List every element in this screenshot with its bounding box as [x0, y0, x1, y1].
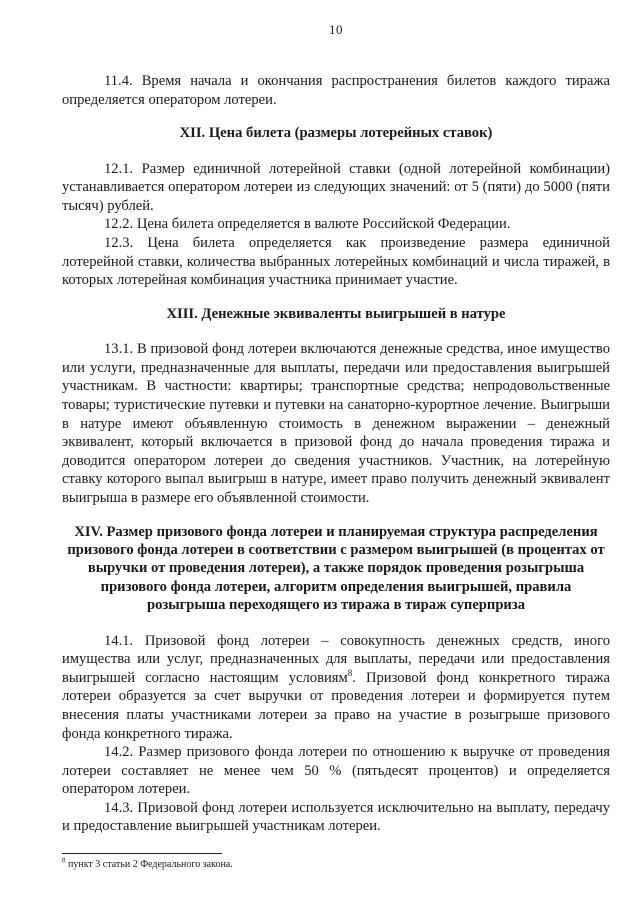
footnote-number: 8 — [62, 856, 66, 865]
footnote-text: пункт 3 статьи 2 Федерального закона. — [65, 859, 233, 871]
paragraph-12-3: 12.3. Цена билета определяется как произведение размера единичной лотерейной ставки, количества выбранных лотерейных комбинаций и числа тиражей, в которых лотерейная комбинация участника принимает участие. — [62, 234, 610, 289]
footnote-divider — [62, 853, 222, 854]
footnote — [62, 858, 610, 871]
paragraph-12-1: 12.1. Размер единичной лотерейной ставки (одной лотерейной комбинации) устанавливается оператором лотереи из следующих значений: от 5 (пяти) до 5000 (пяти тысяч) рублей. — [62, 160, 610, 214]
paragraph-14-3: 14.3. Призовой фонд лотереи используется исключительно на выплату, передачу и предоставление выигрышей участникам лотереи. — [62, 799, 610, 835]
paragraph-12-2: 12.2. Цена билета определяется в валюте Российской Федерации. — [104, 216, 511, 233]
paragraph-14-1-part-b: . Призовой фонд конкретного тиража лотереи образуется за счет выручки от проведения лотереи и формируется путем внесения платы участниками лотереи за право на участие в розыгрыше призового фонда конкретного тиража. — [62, 669, 610, 742]
page-number: 10 — [329, 22, 343, 37]
section-heading-xiii: XIII. Денежные эквиваленты выигрышей в натуре — [166, 305, 506, 322]
paragraph-14-1-part-a: 14.1. Призовой фонд лотереи – совокупность денежных средств, иного имущества или услуг, предназначенных для выплаты, передачи или предоставления выигрышей согласно настоящим условиям — [62, 632, 610, 686]
paragraph-11-4: 11.4. Время начала и окончания распространения билетов каждого тиража определяется оператором лотереи. — [62, 73, 610, 108]
paragraph-14-1 — [62, 632, 610, 744]
paragraph-13-1: 13.1. В призовой фонд лотереи включаются денежные средства, иное имущество или услуги, предназначенные для выплаты, передачи или предоставления выигрышей участникам. В частности: квартиры; транспортные средства; непродовольственные товары; туристические путевки и путевки на санаторно-курортное лечение. Выигрыши в натуре имеют объявленную стоимость в денежном выражении – денежный эквивалент, который включается в призовой фонд до начала проведения тиража и доводится оператором лотереи до сведения участников. Участник, на лотерейную ставку которого выпал выигрыш в натуре, имеет право получить денежный эквивалент выигрыша в размере его объявленной стоимости. — [62, 341, 610, 506]
section-heading-xii: XII. Цена билета (размеры лотерейных ставок) — [179, 125, 493, 142]
paragraph-14-2: 14.2. Размер призового фонда лотереи по отношению к выручке от проведения лотереи составляет не менее чем 50 % (пятьдесят процентов) и определяется оператором лотереи. — [62, 744, 610, 798]
section-heading-xiv: XIV. Размер призового фонда лотереи и планируемая структура распределения призового фонда лотереи в соответствии с размером выигрышей (в процентах от выручки от проведения лотереи), а также порядок проведения розыгрыша призового фонда лотереи, алгоритм определения выигрышей, правила розыгрыша переходящего из тиража в тираж суперприза — [67, 523, 605, 614]
document-page — [62, 22, 610, 871]
footnote-reference[interactable]: 8 — [347, 667, 353, 678]
